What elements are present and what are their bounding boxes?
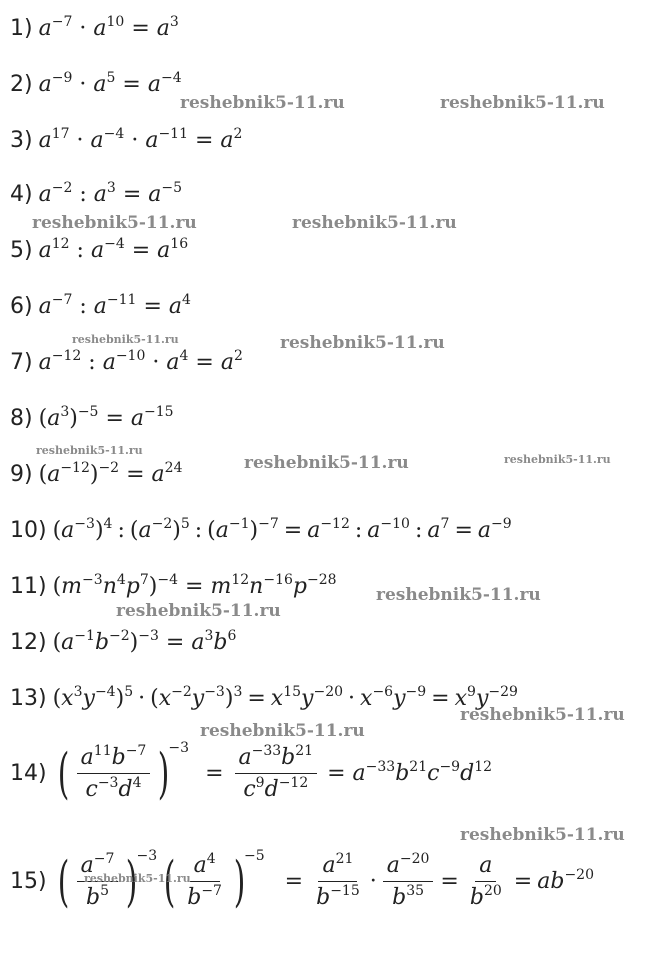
- equation-9: [10, 460, 183, 487]
- fraction: $\frac{a^{11}b^{-7}}{c^{-3}d^4}$: [77, 745, 151, 803]
- fraction: $\frac{a^{21}}{b^{-15}}$: [316, 851, 360, 911]
- item-number: 8): [10, 406, 33, 431]
- math-expression: $a^{-7}$ : $a^{-11} = a^4$: [38, 292, 191, 319]
- item-number: 15): [10, 868, 47, 894]
- item-number: 10): [10, 518, 47, 543]
- item-number: 6): [10, 294, 33, 319]
- math-expression: $a^{17} \cdot a^{-4} \cdot a^{-11} = a^2$: [38, 126, 243, 153]
- right-paren: ): [126, 849, 138, 913]
- item-number: 14): [10, 760, 47, 786]
- math-expression: $a^{-2}$ : $a^3 = a^{-5}$: [38, 180, 183, 207]
- watermark: reshebnik5-11.ru: [504, 453, 611, 466]
- fraction: $\frac{a^{-20}}{b^{35}}$: [383, 853, 434, 911]
- math-expression: $(a^3)^{-5} = a^{-15}$: [38, 404, 174, 431]
- equation-2: [10, 70, 182, 97]
- fraction: $\frac{a^{-33}b^{21}}{c^9d^{-12}}$: [235, 745, 318, 803]
- equation-12: [10, 628, 237, 655]
- item-number: 4): [10, 182, 33, 207]
- watermark: reshebnik5-11.ru: [32, 213, 197, 233]
- equation-3: [10, 126, 243, 153]
- left-paren: (: [57, 741, 69, 805]
- math-expression: $a^{-9} \cdot a^5 = a^{-4}$: [38, 70, 182, 97]
- equation-15: 15) ( $\frac{a^{-7}}{b^5}$ ) −3 ( $\frac{a^4}{b^{-7}}$ ) −5 = $\frac{a^{21}}{b^{-15}}$ · $\frac{a^{-20}}{b^{35}}$ = $\frac{a}{b^{20}}$ = $ab^{-20}$: [10, 848, 594, 913]
- item-number: 3): [10, 128, 33, 153]
- watermark: reshebnik5-11.ru: [292, 213, 457, 233]
- equation-11: [10, 572, 337, 599]
- watermark: reshebnik5-11.ru: [460, 825, 625, 845]
- watermark: reshebnik5-11.ru: [460, 705, 625, 725]
- math-expression: $(m^{-3}n^4p^7)^{-4} = m^{12}n^{-16}p^{-28}$: [52, 572, 337, 599]
- item-number: 9): [10, 462, 33, 487]
- fraction: $\frac{a^4}{b^{-7}}$: [187, 851, 222, 911]
- watermark: reshebnik5-11.ru: [376, 585, 541, 605]
- watermark: reshebnik5-11.ru: [36, 444, 143, 457]
- watermark: reshebnik5-11.ru: [200, 721, 365, 741]
- fraction: $\frac{a^{-7}}{b^5}$: [77, 853, 119, 911]
- item-number: 12): [10, 630, 47, 655]
- right-paren: ): [158, 741, 170, 805]
- math-expression: $a^{-7} \cdot a^{10} = a^3$: [38, 14, 179, 41]
- right-paren: ): [233, 849, 246, 913]
- math-expression: $(a^{-12})^{-2} = a^{24}$: [38, 460, 183, 487]
- equation-13: [10, 684, 518, 711]
- watermark: reshebnik5-11.ru: [72, 333, 179, 346]
- math-expression: $ab^{-20}$: [537, 866, 594, 894]
- math-expression: $(a^{-1}b^{-2})^{-3} = a^3b^6$: [52, 628, 237, 655]
- item-number: 7): [10, 350, 33, 375]
- watermark: reshebnik5-11.ru: [116, 601, 281, 621]
- watermark: reshebnik5-11.ru: [244, 453, 409, 473]
- math-expression: $a^{-33}b^{21}c^{-9}d^{12}$: [352, 758, 493, 786]
- equation-1: [10, 14, 179, 41]
- math-expression: $(a^{-3})^4$ : $(a^{-2})^5$ : $(a^{-1})^{-7} = a^{-12}$ : $a^{-10}$ : $a^7 = a^{-9}$: [52, 516, 512, 543]
- equation-5: [10, 236, 189, 263]
- item-number: 2): [10, 72, 33, 97]
- watermark: reshebnik5-11.ru: [440, 93, 605, 113]
- watermark: reshebnik5-11.ru: [280, 333, 445, 353]
- equation-10: [10, 516, 512, 543]
- fraction: $\frac{a}{b^{20}}$: [469, 853, 502, 911]
- left-paren: (: [57, 849, 69, 913]
- math-expression: $a^{-12}$ : $a^{-10} \cdot a^4 = a^2$: [38, 348, 243, 375]
- equation-7: [10, 348, 243, 375]
- left-paren: (: [163, 849, 176, 913]
- math-expression: $(x^3y^{-4})^5 \cdot (x^{-2}y^{-3})^3 = x^{15}y^{-20} \cdot x^{-6}y^{-9} = x^9y^{-29}$: [52, 684, 518, 711]
- watermark: reshebnik5-11.ru: [180, 93, 345, 113]
- equation-14: 14) ( $\frac{a^{11}b^{-7}}{c^{-3}d^4}$ ) −3 = $\frac{a^{-33}b^{21}}{c^9d^{-12}}$ = $a^{-33}b^{21}c^{-9}d^{12}$: [10, 740, 493, 805]
- math-expression: $a^{12}$ : $a^{-4} = a^{16}$: [38, 236, 189, 263]
- item-number: 13): [10, 686, 47, 711]
- equation-6: [10, 292, 191, 319]
- item-number: 5): [10, 238, 33, 263]
- item-number: 1): [10, 16, 33, 41]
- watermark: reshebnik5-11.ru: [84, 872, 191, 885]
- equation-8: [10, 404, 174, 431]
- equation-4: [10, 180, 183, 207]
- item-number: 11): [10, 574, 47, 599]
